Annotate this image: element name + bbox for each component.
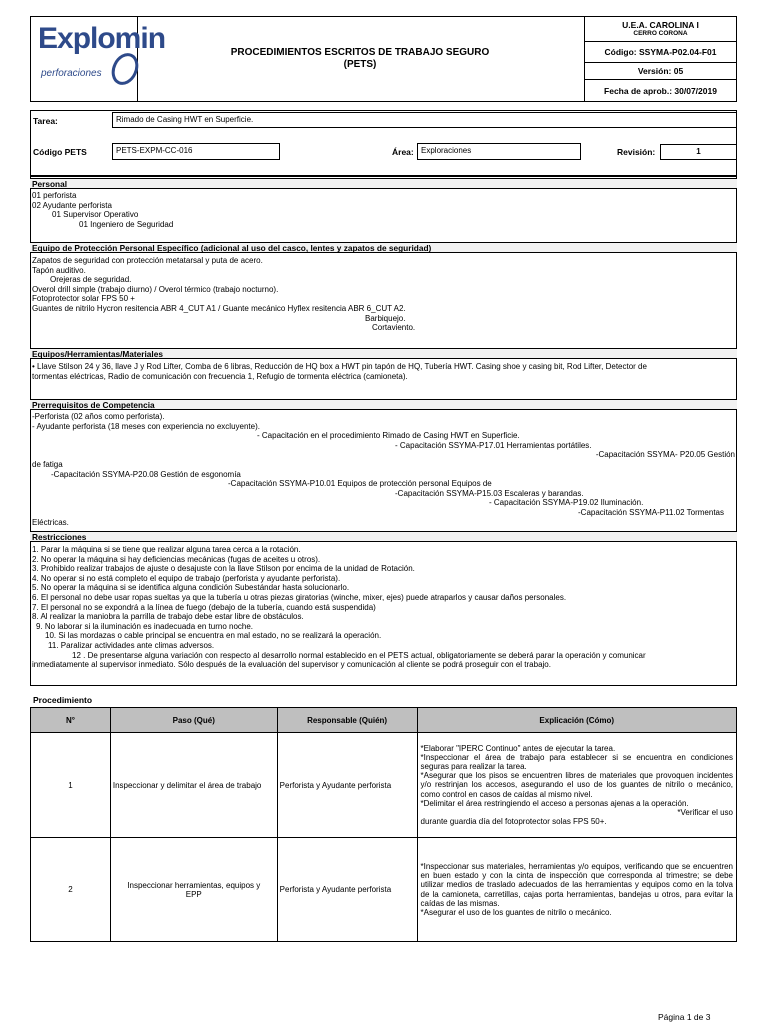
code-cell: Código: SSYMA-P02.04-F01 <box>584 42 737 63</box>
prereq-line: - Capacitación SSYMA-P19.02 Iluminación. <box>489 498 644 508</box>
unit-name: U.E.A. CAROLINA I <box>622 20 699 30</box>
restriccion-item: 12 . De presentarse alguna variación con respecto al desarrollo normal establecido en el PETS actual, obligatoriamente se deberá parar la operación y comunicar <box>72 650 646 660</box>
prereq-line: de fatiga <box>32 459 63 469</box>
restriccion-item: 10. Si las mordazas o cable principal se encuentra en mal estado, no se realizará la operación. <box>45 631 382 641</box>
step-how-line: *Asegurar que los pisos se encuentren libres de materiales que provoquen incidentes y/o restrinjan los accesos, asegurando el uso de los guantes de nitrilo o mecánico, como control en casos de caídas al mismo nivel. <box>420 771 733 799</box>
prereq-line: - Capacitación SSYMA-P17.01 Herramientas portátiles. <box>395 440 592 450</box>
epp-list <box>32 256 415 333</box>
restriccion-item: 5. No operar la máquina si se identifica alguna condición Subestándar hasta solucionarlo. <box>32 583 350 593</box>
restriccion-item: 4. No operar si no está completo el equipo de trabajo (perforista y ayudante perforista). <box>32 573 341 583</box>
prereq-line: -Capacitación SSYMA-P10.01 Equipos de protección personal Equipos de <box>228 479 492 489</box>
step-how <box>417 733 737 838</box>
prereq-line: -Capacitación SSYMA- P20.05 Gestión <box>595 450 735 460</box>
step-what: Inspeccionar y delimitar el área de trabajo <box>110 733 277 838</box>
restricciones-list <box>32 545 646 670</box>
step-how-line: *Elaborar "IPERC Continuo" antes de ejecutar la tarea. <box>420 743 616 753</box>
personal-header: Personal <box>30 178 737 189</box>
document-title <box>180 47 540 71</box>
prereq-line: -Capacitación SSYMA-P11.02 Tormentas <box>578 507 724 517</box>
epp-header: Equipo de Protección Personal Específico (adicional al uso del casco, lentes y zapatos de seguridad) <box>30 242 737 253</box>
code-pets-label: Código PETS <box>33 147 87 157</box>
table-row <box>31 838 737 942</box>
prereq-line: -Capacitación SSYMA-P15.03 Escaleras y barandas. <box>395 488 584 498</box>
title-line-2: (PETS) <box>343 59 377 70</box>
step-how-line: *Asegurar el uso de los guantes de nitrilo o mecánico. <box>420 907 612 917</box>
epp-item: Cortaviento. <box>372 323 416 333</box>
step-how-line: *Verificar el uso <box>677 808 733 817</box>
restriccion-item: 3. Prohibido realizar trabajos de ajuste o desajuste con la llave Stilson por encima de la unidad de Rotación. <box>32 564 415 574</box>
personal-item: 01 Supervisor Operativo <box>52 210 139 220</box>
restriccion-item: 11. Paralizar actividades ante climas adversos. <box>48 640 215 650</box>
personal-item: 02 Ayudante perforista <box>32 200 112 210</box>
epp-item: Barbiquejo. <box>365 313 406 323</box>
epp-item: Orejeras de seguridad. <box>50 275 132 285</box>
logo-main-text: Explomin <box>38 22 166 55</box>
approval-cell: Fecha de aprob.: 30/07/2019 <box>604 86 717 96</box>
task-field: Rimado de Casing HWT en Superficie. <box>112 112 737 128</box>
area-label: Área: <box>392 147 414 157</box>
step-who: Perforista y Ayudante perforista <box>277 838 417 942</box>
step-who: Perforista y Ayudante perforista <box>277 733 417 838</box>
epp-item: Guantes de nitrilo Hycron resitencia ABR 4_CUT A1 / Guante mecánico Hyflex resitencia ABR 6_CUT A2. <box>32 303 406 313</box>
step-what: Inspeccionar herramientas, equipos y EPP <box>110 838 277 942</box>
personal-item: 01 Ingeniero de Seguridad <box>79 219 174 229</box>
restriccion-item: 2. No operar la máquina si hay deficiencias mecánicas (fugas de aceites u otros). <box>32 554 321 564</box>
restriccion-item: 1. Parar la máquina si se tiene que realizar alguna tarea cerca a la rotación. <box>32 545 301 554</box>
personal-list <box>32 191 173 229</box>
epp-item: Tapón auditivo. <box>32 265 86 275</box>
equipos-line: tormentas eléctricas, Radio de comunicación con frecuencia 1, Refugio de tormenta eléctrica (camioneta). <box>32 371 408 381</box>
equipos-line: • Llave Stilson 24 y 36, llave J y Rod Lifter, Comba de 6 libras, Reducción de HQ box a HWT pin tapón de HQ, Tubería HWT. Casing shoe y casing bit, Rod Lifter, Detector de <box>32 362 647 371</box>
col-header-responsable: Responsable (Quién) <box>277 708 417 733</box>
step-how <box>417 838 737 942</box>
restriccion-item: 9. No laborar si la iluminación es inadecuada en turno noche. <box>36 621 254 631</box>
step-how-line: *Inspeccionar el área de trabajo para establecer si se encuentra en condiciones seguras para realizar la tarea. <box>420 752 733 771</box>
logo-swoosh <box>108 48 142 88</box>
task-label: Tarea: <box>33 116 58 126</box>
step-number: 1 <box>31 733 111 838</box>
step-how-line: *Inspeccionar sus materiales, herramientas y/o equipos, verificando que se encuentren en buen estado y con la cinta de inspección que corresponda al trimestre; se debe utilizar medios de traslado adecuados de las herramientas y equipos como en la tolva de la camioneta, carretillas, cajas porta herramientas, bandejas u otros, para evitar la caídas de las mismas. <box>420 861 733 908</box>
col-header-paso: Paso (Qué) <box>110 708 277 733</box>
prerequisitos-list <box>32 412 736 527</box>
site-name: CERRO CORONA <box>633 30 688 37</box>
version-cell: Versión: 05 <box>584 63 737 80</box>
col-header-n: N° <box>31 708 111 733</box>
area-field: Exploraciones <box>417 143 581 160</box>
restriccion-item: inmediatamente al supervisor inmediato. Sólo después de la evaluación del supervisor y comunicación al cliente se podrá proseguir con el trabajo. <box>32 660 551 670</box>
page-number: Página 1 de 3 <box>658 1012 711 1022</box>
unit-cell <box>584 16 737 42</box>
logo-sub-text: perforaciones <box>41 68 102 79</box>
personal-item: 01 perforista <box>32 191 77 200</box>
prereq-line: -Perforista (02 años como perforista). <box>32 412 165 421</box>
title-line-1: PROCEDIMIENTOS ESCRITOS DE TRABAJO SEGURO <box>230 47 490 58</box>
prerequisitos-header: Prerrequisitos de Competencia <box>30 399 737 410</box>
epp-item: Overol drill simple (trabajo diurno) / Overol térmico (trabajo nocturno). <box>32 284 279 294</box>
epp-item: Fotoprotector solar FPS 50 + <box>32 294 135 304</box>
prereq-line: - Ayudante perforista (18 meses con experiencia no excluyente). <box>32 421 260 431</box>
revision-field: 1 <box>660 144 737 160</box>
procedimiento-table <box>30 707 737 942</box>
company-logo <box>38 22 166 88</box>
procedimiento-title: Procedimiento <box>33 695 93 705</box>
equipos-header: Equipos/Herramientas/Materiales <box>30 348 737 359</box>
step-how-line: durante guardia día del fotoprotector solas FPS 50+. <box>420 817 607 827</box>
prereq-line: - Capacitación en el procedimiento Rimado de Casing HWT en Superficie. <box>257 431 520 441</box>
code-pets-field: PETS-EXPM-CC-016 <box>112 143 280 160</box>
equipos-list <box>32 362 647 381</box>
restricciones-header: Restricciones <box>30 531 737 542</box>
table-header-row <box>31 708 737 733</box>
prereq-line: -Capacitación SSYMA-P20.08 Gestión de esgonomía <box>51 469 241 479</box>
restriccion-item: 7. El personal no se expondrá a la línea de fuego (debajo de la tubería, cuando está suspendida) <box>32 602 376 612</box>
prereq-line: Eléctricas. <box>32 517 69 527</box>
step-number: 2 <box>31 838 111 942</box>
col-header-explicacion: Explicación (Cómo) <box>417 708 737 733</box>
table-row <box>31 733 737 838</box>
restriccion-item: 6. El personal no debe usar ropas sueltas ya que la tubería u otras piezas giratorias (winche, mixer, ejes) puede atraparlos y causar daños personales. <box>32 592 567 602</box>
step-how-line: *Delimitar el área restringiendo el acceso a personas ajenas a la operación. <box>420 798 689 808</box>
revision-label: Revisión: <box>617 147 656 157</box>
epp-item: Zapatos de seguridad con protección metatarsal y puta de acero. <box>32 256 263 265</box>
restriccion-item: 8. Al realizar la maniobra la parrilla de trabajo debe estar libre de obstáculos. <box>32 612 304 622</box>
